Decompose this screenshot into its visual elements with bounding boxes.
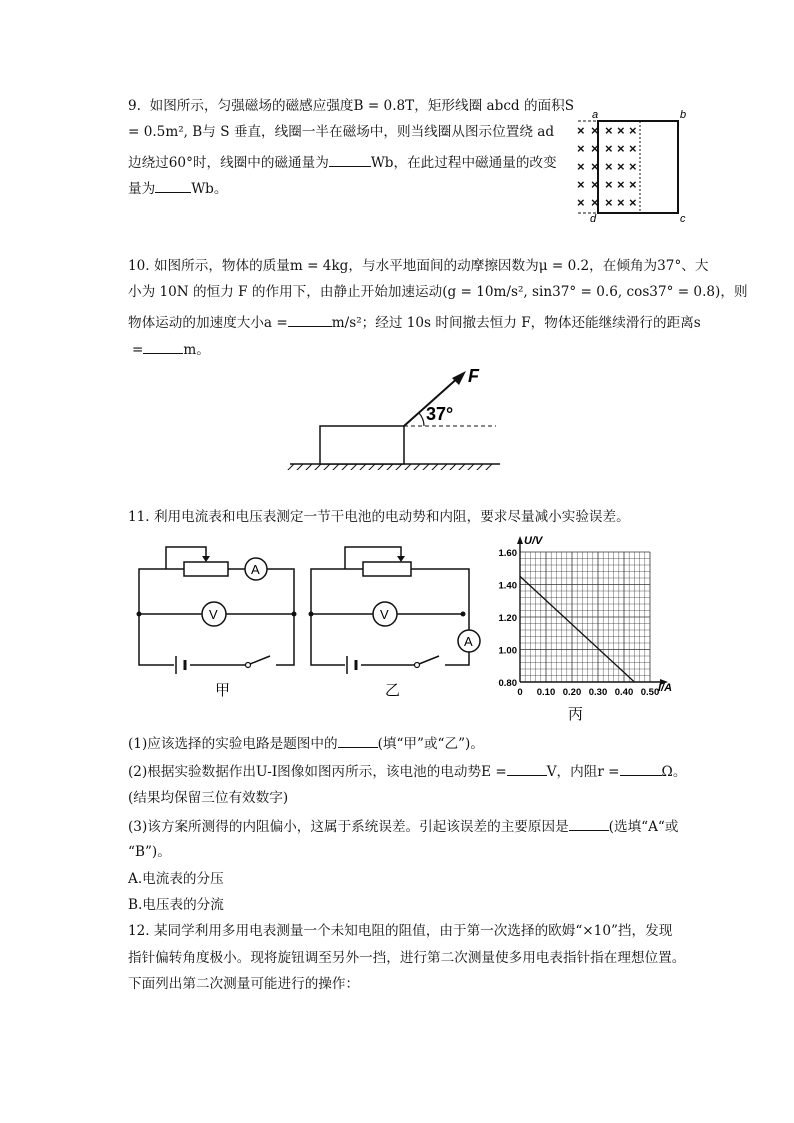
- field-cross-icon: ×: [629, 123, 637, 138]
- ammeter-label: A: [464, 634, 473, 649]
- field-cross-icon: ×: [591, 159, 599, 174]
- field-cross-icon: ×: [629, 195, 637, 210]
- field-cross-icon: ×: [577, 141, 585, 156]
- q11-part2: (2)根据实验数据作出U-I图像如图丙所示，该电池的电动势E = V，内阻r = Ω。: [128, 761, 686, 782]
- field-cross-icon: ×: [605, 159, 613, 174]
- q9-magnetic-field-figure: [570, 108, 690, 223]
- circuit-yi: [305, 535, 485, 705]
- label-c: c: [680, 213, 686, 223]
- slider-arrow: [202, 556, 210, 562]
- hatch-line: [412, 464, 420, 470]
- field-cross-icon: ×: [605, 177, 613, 192]
- hatch-line: [457, 464, 465, 470]
- force-arrow-head: [452, 371, 466, 385]
- y-tick-label: 1.20: [498, 613, 517, 624]
- rheostat: [363, 562, 411, 576]
- q10-line2: 小为 10N 的恒力 F 的作用下，由静止开始加速运动(g = 10m/s², sin37° = 0.6, cos37° = 0.8)，则: [128, 284, 748, 300]
- magnetic-field-crosses: [577, 123, 637, 210]
- field-cross-icon: ×: [591, 123, 599, 138]
- hatch-line: [430, 464, 438, 470]
- field-cross-icon: ×: [617, 123, 625, 138]
- q9-blank-2[interactable]: [155, 178, 191, 193]
- voltmeter-label: V: [209, 607, 218, 622]
- q12-line3: 下面列出第二次测量可能进行的操作：: [128, 976, 360, 992]
- y-tick-label: 1.00: [498, 645, 517, 657]
- q11-stem: 11. 利用电流表和电压表测定一节干电池的电动势和内阻，要求尽量减小实验误差。: [128, 509, 630, 525]
- label-b: b: [680, 109, 687, 121]
- chart-x-axis-label: I/A: [658, 682, 673, 694]
- hatch-line: [349, 464, 357, 470]
- field-cross-icon: ×: [605, 141, 613, 156]
- q10-line4: = m。: [132, 339, 210, 360]
- circuit-jia-label: 甲: [215, 682, 231, 699]
- hatch-line: [313, 464, 321, 470]
- circuit-jia: [130, 535, 300, 705]
- hatch-line: [394, 464, 402, 470]
- field-cross-icon: ×: [577, 177, 585, 192]
- q12-line1: 12. 某同学利用多用电表测量一个未知电阻的阻值，由于第一次选择的欧姆“×10”挡，发现: [128, 923, 673, 939]
- field-cross-icon: ×: [605, 195, 613, 210]
- q12-line2: 指针偏转角度极小。现将旋钮调至另外一挡，进行第二次测量使多用电表指针指在理想位置。: [128, 950, 686, 966]
- q10-blank-1[interactable]: [288, 312, 332, 327]
- x-tick-label: 0: [517, 687, 523, 698]
- hatch-line: [367, 464, 375, 470]
- label-d: d: [590, 213, 597, 223]
- ui-graph: [488, 530, 700, 725]
- y-tick-label: 1.40: [498, 580, 517, 592]
- circuit-yi-label: 乙: [385, 682, 401, 699]
- hatch-line: [376, 464, 384, 470]
- field-cross-icon: ×: [617, 159, 625, 174]
- x-tick-label: 0.40: [614, 687, 634, 698]
- switch-contact: [246, 663, 251, 668]
- x-tick-label: 0.50: [640, 687, 660, 698]
- field-cross-icon: ×: [577, 195, 585, 210]
- q10-blank-2[interactable]: [143, 339, 183, 354]
- hatch-line: [340, 464, 348, 470]
- chart-y-ticks: [499, 548, 518, 689]
- hatch-line: [331, 464, 339, 470]
- q11-part1: (1)应该选择的实验电路是题图中的 (填“甲”或“乙”)。: [128, 733, 484, 754]
- field-cross-icon: ×: [617, 195, 625, 210]
- hatch-line: [484, 464, 492, 470]
- field-cross-icon: ×: [617, 141, 625, 156]
- x-tick-label: 0.20: [562, 687, 582, 698]
- hatch-line: [385, 464, 393, 470]
- angle-label: 37°: [426, 404, 454, 424]
- force-label: F: [468, 366, 479, 386]
- switch-contact: [415, 663, 420, 668]
- field-cross-icon: ×: [629, 141, 637, 156]
- y-tick-label: 1.60: [498, 548, 517, 559]
- field-cross-icon: ×: [605, 123, 613, 138]
- q11-part2-note: (结果均保留三位有效数字): [128, 790, 289, 806]
- q11-option-a: A.电流表的分压: [128, 871, 224, 887]
- q10-line1: 10. 如图所示，物体的质量m = 4kg，与水平地面间的动摩擦因数为μ = 0.2，在倾角为37°、大: [128, 258, 709, 274]
- chart-x-ticks: [517, 687, 659, 698]
- q11-blank-3[interactable]: [620, 761, 662, 776]
- q9-line3: 边绕过60°时，线圈中的磁通量为 Wb，在此过程中磁通量的改变: [128, 152, 557, 173]
- field-cross-icon: ×: [629, 177, 637, 192]
- switch-gap: [415, 655, 445, 669]
- junction-left: [137, 612, 142, 617]
- hatch-line: [439, 464, 447, 470]
- hatch-line: [466, 464, 474, 470]
- hatch-line: [304, 464, 312, 470]
- block: [320, 426, 404, 464]
- label-a: a: [592, 109, 599, 121]
- field-cross-icon: ×: [591, 141, 599, 156]
- hatch-line: [358, 464, 366, 470]
- x-tick-label: 0.30: [588, 687, 608, 698]
- ammeter-label: A: [251, 562, 260, 577]
- hatch-line: [322, 464, 330, 470]
- x-tick-label: 0.10: [536, 687, 556, 698]
- chart-y-axis-label: U/V: [524, 535, 543, 547]
- field-cross-icon: ×: [591, 195, 599, 210]
- q9-blank-1[interactable]: [329, 152, 371, 167]
- slider-arrow: [397, 556, 405, 562]
- y-axis-arrow-icon: [517, 536, 523, 544]
- hatch-line: [403, 464, 411, 470]
- q10-block-figure: [280, 362, 510, 470]
- junction-right: [461, 612, 466, 617]
- hatch-line: [421, 464, 429, 470]
- field-cross-icon: ×: [591, 177, 599, 192]
- chart-grid: [520, 552, 650, 682]
- voltmeter-label: V: [380, 607, 389, 622]
- q11-option-b: B.电压表的分流: [128, 897, 224, 913]
- q11-blank-4[interactable]: [569, 816, 609, 831]
- junction-right: [292, 612, 297, 617]
- q9-line4: 量为 Wb。: [128, 178, 227, 199]
- rheostat: [184, 562, 228, 576]
- hatch-line: [286, 464, 294, 470]
- ground-hatching: [286, 464, 492, 470]
- q10-line3: 物体运动的加速度大小a = m/s²；经过 10s 时间撤去恒力 F，物体还能继续滑行的距离s: [128, 312, 701, 333]
- y-tick-label: 0.80: [498, 678, 517, 689]
- q9-line1: 9. 如图所示，匀强磁场的磁感应强度B = 0.8T，矩形线圈 abcd 的面积S: [128, 98, 575, 114]
- q9-line2: = 0.5m², B与 S 垂直，线圈一半在磁场中，则当线圈从图示位置绕 ad: [128, 124, 555, 140]
- field-cross-icon: ×: [629, 159, 637, 174]
- q11-part3-cont: “B”)。: [128, 844, 171, 860]
- q11-part3: (3)该方案所测得的内阻偏小，这属于系统误差。引起该误差的主要原因是 (选填“A“或: [128, 816, 678, 837]
- graph-bing-label: 丙: [568, 706, 584, 723]
- field-cross-icon: ×: [577, 123, 585, 138]
- hatch-line: [295, 464, 303, 470]
- q11-blank-1[interactable]: [338, 733, 378, 748]
- junction-left: [309, 612, 314, 617]
- hatch-line: [475, 464, 483, 470]
- field-cross-icon: ×: [617, 177, 625, 192]
- hatch-line: [448, 464, 456, 470]
- q11-blank-2[interactable]: [507, 761, 547, 776]
- field-cross-icon: ×: [577, 159, 585, 174]
- angle-arc: [419, 413, 424, 426]
- switch-gap: [246, 655, 276, 669]
